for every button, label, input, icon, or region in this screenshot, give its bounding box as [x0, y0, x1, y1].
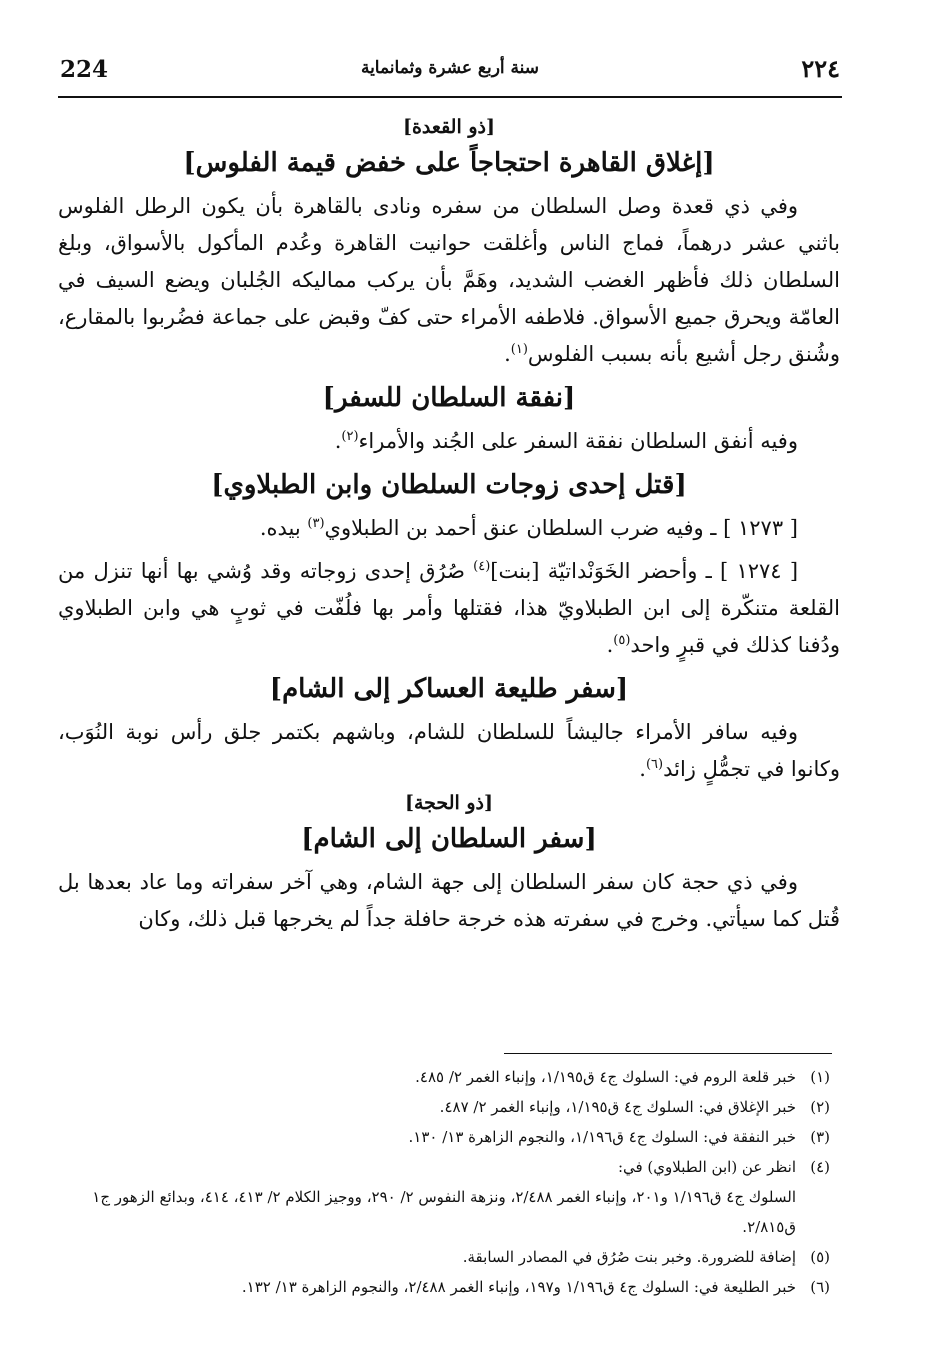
punct: . [334, 429, 342, 453]
footnote-ref: (١) [510, 342, 528, 357]
footnote-2 [62, 1092, 830, 1122]
footnote-3 [62, 1122, 830, 1152]
footnote-ref: (٣) [307, 516, 325, 531]
footnote-number: (٦) [810, 1278, 830, 1296]
footnote-number: (١) [810, 1068, 830, 1086]
footnote-rule [504, 1053, 832, 1054]
footnote-6 [62, 1272, 830, 1302]
paragraph-text: صُرُق إحدى زوجاته وقد وُشي بها أنها تنزل من القلعة متنكّرة إلى ابن الطبلاويّ هذا، فقتلها وأمر بها فلُفّت في ثوبٍ هي وابن الطبلاوي ودُفنا كذلك في قبرٍ واحد [58, 559, 840, 657]
paragraph-vanguard [58, 714, 840, 788]
paragraph-text: وفي ذي قعدة وصل السلطان من سفره ونادى بالقاهرة بأن يكون الرطل الفلوس باثني عشر درهماً، فماج الناس وأغلقت حوانيت القاهرة وعُدم المأكول بالأسواق، وبلغ السلطان ذلك فأظهر الغضب الشديد، وهَمَّ بأن يركب مماليكه الجُلبان ويضع السيف في العامّة ويحرق جميع الأسواق. فلاطفه الأمراء حتى كفّ وقبض على جماعة فضُربوا بالمقارع، وشُنق رجل أشيع بأنه بسبب الفلوس [58, 194, 840, 366]
paragraph-cairo-closure [58, 188, 840, 373]
footnote-4 [62, 1152, 830, 1182]
paragraph-text: [ ١٢٧٤ ] ـ وأحضر الخَوَنْداتيّة [بنت] [490, 559, 799, 583]
footnote-text: خبر الطليعة في: السلوك ج٤ ق١/١٩٦ و١٩٧، وإنباء الغمر ٢/٤٨٨، والنجوم الزاهرة ١٣/ ١٣٢. [241, 1278, 796, 1296]
entry-1273 [58, 510, 840, 547]
punct: . [504, 342, 511, 366]
paragraph-sultan-journey: وفي ذي حجة كان سفر السلطان إلى جهة الشام، وهي آخر سفراته وما عاد بعدها بل قُتل كما سيأتي. وخرج في سفرته هذه خرجة حافلة جداً لم يخرجها قبل ذلك، وكان [58, 870, 840, 931]
paragraph-text: وفيه أنفق السلطان نفقة السفر على الجُند والأمراء [358, 429, 798, 453]
header-rule [58, 96, 842, 98]
page-number-latin: 224 [60, 56, 109, 83]
footnote-ref: (٤) [473, 559, 491, 574]
footnote-number: (٥) [810, 1248, 830, 1266]
footnote-text: السلوك ج٤ ق١/١٩٦ و٢٠١، وإنباء الغمر ٢/٤٨٨، ونزهة النفوس ٢/ ٢٩٠، ووجيز الكلام ٢/ ٤١٣، ٤١٤، وبدائع الزهور ج١ ق٢/٨١٥. [92, 1188, 796, 1236]
entry-1274 [58, 553, 840, 664]
footnote-text: خبر قلعة الروم في: السلوك ج٤ ق١/١٩٥، وإنباء الغمر ٢/ ٤٨٥. [415, 1068, 796, 1086]
heading-sultan-expense: [نفقة السلطان للسفر] [322, 383, 576, 413]
footnote-number: (٢) [810, 1098, 830, 1116]
footnote-5 [62, 1242, 830, 1272]
running-title: سنة أربع عشرة وثمانماية [360, 58, 540, 78]
footnotes [62, 1062, 830, 1302]
footnote-ref: (٢) [341, 429, 359, 444]
month-label-dhu-al-hijja: [ذو الحجة] [404, 792, 493, 814]
page-number-arabic: ٢٢٤ [801, 54, 840, 83]
footnote-text: خبر الإغلاق في: السلوك ج٤ ق١/١٩٥، وإنباء الغمر ٢/ ٤٨٧. [439, 1098, 796, 1116]
footnote-text: انظر عن (ابن الطبلاوي) في: [617, 1158, 796, 1176]
main-text [58, 112, 840, 938]
punct: . [606, 633, 614, 657]
footnote-4-continued [62, 1182, 830, 1242]
paragraph-text: وفيه سافر الأمراء جاليشاً للسلطان للشام، وباشهم بكتمر جلق رأس نوبة النُوَب، وكانوا في تجمُّلٍ زائد [58, 720, 840, 781]
heading-vanguard: [سفر طليعة العساكر إلى الشام] [269, 674, 629, 704]
heading-cairo-closure: [إغلاق القاهرة احتجاجاً على خفض قيمة الفلوس] [183, 148, 715, 178]
running-header [60, 56, 840, 96]
footnote-1 [62, 1062, 830, 1092]
footnote-number: (٣) [810, 1128, 830, 1146]
footnote-ref: (٥) [613, 633, 631, 648]
punct: . [639, 757, 646, 781]
paragraph-text: [ ١٢٧٣ ] ـ وفيه ضرب السلطان عنق أحمد بن الطبلاوي [324, 516, 798, 540]
footnote-text: إضافة للضرورة. وخبر بنت صُرُق في المصادر السابقة. [462, 1248, 796, 1266]
punct: بيده. [259, 516, 308, 540]
paragraph-sultan-expense [58, 423, 840, 460]
heading-killing: [قتل إحدى زوجات السلطان وابن الطبلاوي] [211, 470, 687, 500]
footnote-ref: (٦) [645, 757, 664, 772]
footnote-number: (٤) [810, 1158, 830, 1176]
footnote-text: خبر النفقة في: السلوك ج٤ ق١/١٩٦، والنجوم الزاهرة ١٣/ ١٣٠. [408, 1128, 796, 1146]
heading-sultan-journey: [سفر السلطان إلى الشام] [301, 824, 597, 854]
month-label-dhu-al-qada: [ذو القعدة] [402, 116, 495, 138]
